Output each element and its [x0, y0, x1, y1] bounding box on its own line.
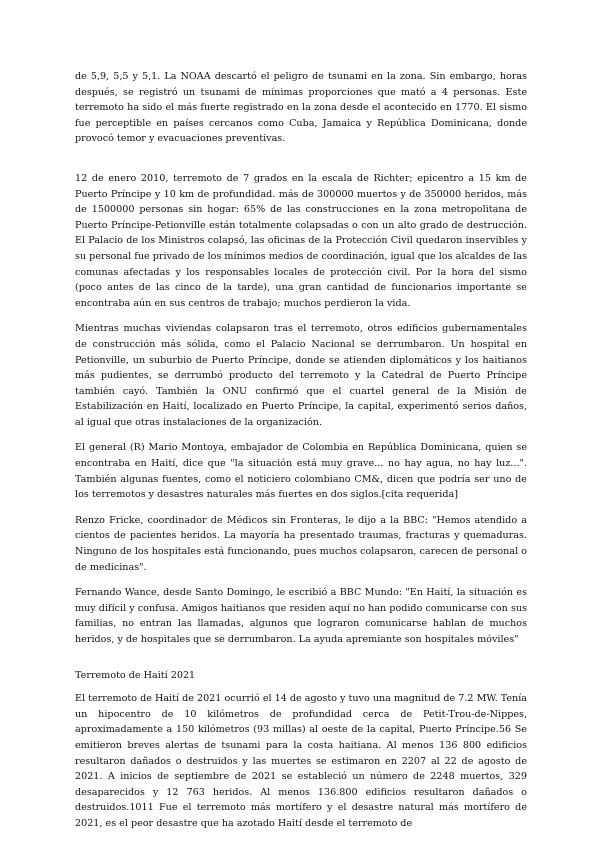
- paragraph-wance-quote: Fernando Wance, desde Santo Domingo, le escribió a BBC Mundo: "En Haití, la situación es muy difícil y confusa. Amigos haitianos que residen aquí no han podido comunicarse con sus familias, no entran las llamadas, algunos que lograron comunicarse hablan de muchos heridos, y de hospitales que se derrumbaron. La ayuda apremiante son hospitales móviles": [75, 587, 527, 645]
- paragraph-2007-earthquake-tail: de 5,9, 5,5 y 5,1. La NOAA descartó el peligro de tsunami en la zona. Sin embargo, horas después, se registró un tsunami de mínimas proporciones que mató a 4 personas. Este terremoto ha sido el más fuerte registrado en la zona desde el acontecido en 1770. El sismo fue perceptible en países cercanos como Cuba, Jamaica y República Dominicana, donde provocó temor y evacuaciones preventivas.: [75, 71, 527, 145]
- paragraph-fricke-quote: Renzo Fricke, coordinador de Médicos sin Fronteras, le dijo a la BBC: "Hemos atendido a cientos de pacientes heridos. La mayoría ha presentado traumas, fracturas y quemaduras. Ninguno de los hospitales está funcionando, pues muchos colapsaron, carecen de personal o de medicinas".: [75, 514, 527, 573]
- document-body: [75, 69, 527, 832]
- paragraph-2010-earthquake: 12 de enero 2010, terremoto de 7 grados en la escala de Richter; epicentro a 15 km de Puerto Príncipe y 10 km de profundidad. más de 300000 muertos y de 350000 heridos, más de 1500000 personas sin hogar: 65% de las construcciones en la zona metropolitana de Puerto Príncipe-Petionville están totalmente colapsadas o con un alto grado de destrucción. El Palacio de los Ministros colapsó, las oficinas de la Protección Civil quedaron inservibles y su personal fue privado de los mínimos medios de coordinación, igual que los alcaldes de las comunas afectadas y los responsables locales de protección civil. Por la hora del sismo (poco antes de las cinco de la tarde), una gran cantidad de funcionarios importante se encontraba aún en sus centros de trabajo; muchos perdieron la vida.: [75, 172, 527, 309]
- paragraph-buildings-collapsed: Mientras muchas viviendas colapsaron tras el terremoto, otros edificios gubernamentales de construcción más sólida, como el Palacio Nacional se derrumbaron. Un hospital en Petionville, un suburbio de Puerto Príncipe, donde se atienden diplomáticos y los haitianos más pudientes, se derrumbó producto del terremoto y la Catedral de Puerto Príncipe también cayó. También la ONU confirmó que el cuartel general de la Misión de Estabilización en Haití, localizado en Puerto Príncipe, la capital, experimentó serios daños, al igual que otras instalaciones de la organización.: [75, 323, 527, 428]
- paragraph-2021-earthquake: El terremoto de Haití de 2021 ocurrió el 14 de agosto y tuvo una magnitud de 7.2 MW. Tenía un hipocentro de 10 kilómetros de profundidad cerca de Petit-Trou-de-Nippes, aproximadamente a 150 kilómetros (93 millas) al oeste de la capital, Puerto Príncipe.56 Se emitieron breves alertas de tsunami para la costa haitiana. Al menos 136 800 edificios resultaron dañados o destruidos y las muertes se estimaron en 2207 al 22 de agosto de 2021. A inicios de septiembre de 2021 se estableció un número de 2248 muertos, 329 desaparecidos y 12 763 heridos. Al menos 136.800 edificios resultaron dañados o destruidos.1011 Fue el terremoto más mortífero y el desastre natural más mortífero de 2021, es el peor desastre que ha azotado Haití desde el terremoto de: [75, 693, 527, 829]
- paragraph-montoya-quote: El general (R) Mario Montoya, embajador de Colombia en República Dominicana, quien se encontraba en Haití, dice que "la situación está muy grave... no hay agua, no hay luz...". También algunas fuentes, como el noticiero colombiano CM&, dicen que podría ser uno de los terremotos y desastres naturales más fuertes en dos siglos.[cita requerida]: [75, 442, 527, 501]
- section-heading-2021: Terremoto de Haití 2021: [75, 669, 196, 681]
